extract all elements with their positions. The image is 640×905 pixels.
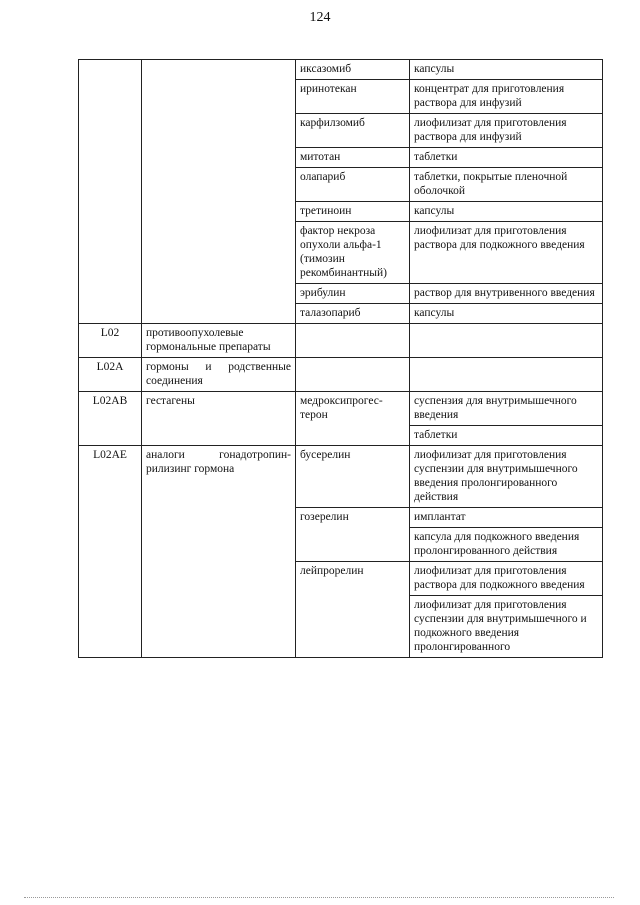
atc-code: L02AE — [79, 446, 142, 658]
drug-name: третиноин — [296, 202, 410, 222]
dosage-form: лиофилизат для приготовления раствора для инфузий — [410, 114, 603, 148]
dosage-form-text: лиофилизат для приготовления суспензии для внутримышечного и подкожного введения пролонгированного — [414, 599, 587, 653]
drug-name: талазопариб — [296, 304, 410, 324]
table-row — [79, 392, 603, 426]
drug-name: митотан — [296, 148, 410, 168]
drug-name: фактор некроза опухоли альфа-1 (тимозин рекомбинантный) — [296, 222, 410, 284]
dosage-form: таблетки, покрытые пленочной оболочкой — [410, 168, 603, 202]
drug-name: иринотекан — [296, 80, 410, 114]
dosage-form: имплантат — [410, 508, 603, 528]
atc-group: гормоны и родственные соединения — [142, 358, 296, 392]
table-row — [79, 446, 603, 508]
table-row — [79, 60, 603, 80]
drug-name — [296, 358, 410, 392]
group-cell — [142, 60, 296, 324]
dosage-form: капсула для подкожного введения пролонгированного действия — [410, 528, 603, 562]
drug-name: медроксипрогес-терон — [296, 392, 410, 446]
dosage-form: суспензия для внутримышечного введения — [410, 392, 603, 426]
drug-name: гозерелин — [296, 508, 410, 562]
dosage-form: таблетки — [410, 148, 603, 168]
table-row — [79, 324, 603, 358]
atc-group: гестагены — [142, 392, 296, 446]
dosage-form: капсулы — [410, 304, 603, 324]
drug-name: иксазомиб — [296, 60, 410, 80]
atc-group: аналоги гонадотропин-рилизинг гормона — [142, 446, 296, 658]
dosage-form — [410, 358, 603, 392]
code-cell — [79, 60, 142, 324]
drug-name: лейпрорелин — [296, 562, 410, 658]
dosage-form — [410, 324, 603, 358]
page-number: 124 — [309, 10, 331, 25]
table-row — [79, 358, 603, 392]
drug-name: карфилзомиб — [296, 114, 410, 148]
atc-code: L02 — [79, 324, 142, 358]
dosage-form: лиофилизат для приготовления суспензии для внутримышечного введения пролонгированного действия — [410, 446, 603, 508]
drug-name: эрибулин — [296, 284, 410, 304]
dosage-form-truncated — [410, 596, 603, 658]
scan-edge-line — [24, 897, 614, 898]
dosage-form: лиофилизат для приготовления раствора для подкожного введения — [410, 222, 603, 284]
dosage-form: раствор для внутривенного введения — [410, 284, 603, 304]
drug-table — [78, 59, 603, 658]
dosage-form: таблетки — [410, 426, 603, 446]
atc-code: L02AB — [79, 392, 142, 446]
drug-name: бусерелин — [296, 446, 410, 508]
dosage-form: капсулы — [410, 60, 603, 80]
drug-name: олапариб — [296, 168, 410, 202]
dosage-form: концентрат для приготовления раствора для инфузий — [410, 80, 603, 114]
atc-group: противоопухолевые гормональные препараты — [142, 324, 296, 358]
atc-code: L02A — [79, 358, 142, 392]
dosage-form: лиофилизат для приготовления раствора для подкожного введения — [410, 562, 603, 596]
dosage-form: капсулы — [410, 202, 603, 222]
drug-name — [296, 324, 410, 358]
